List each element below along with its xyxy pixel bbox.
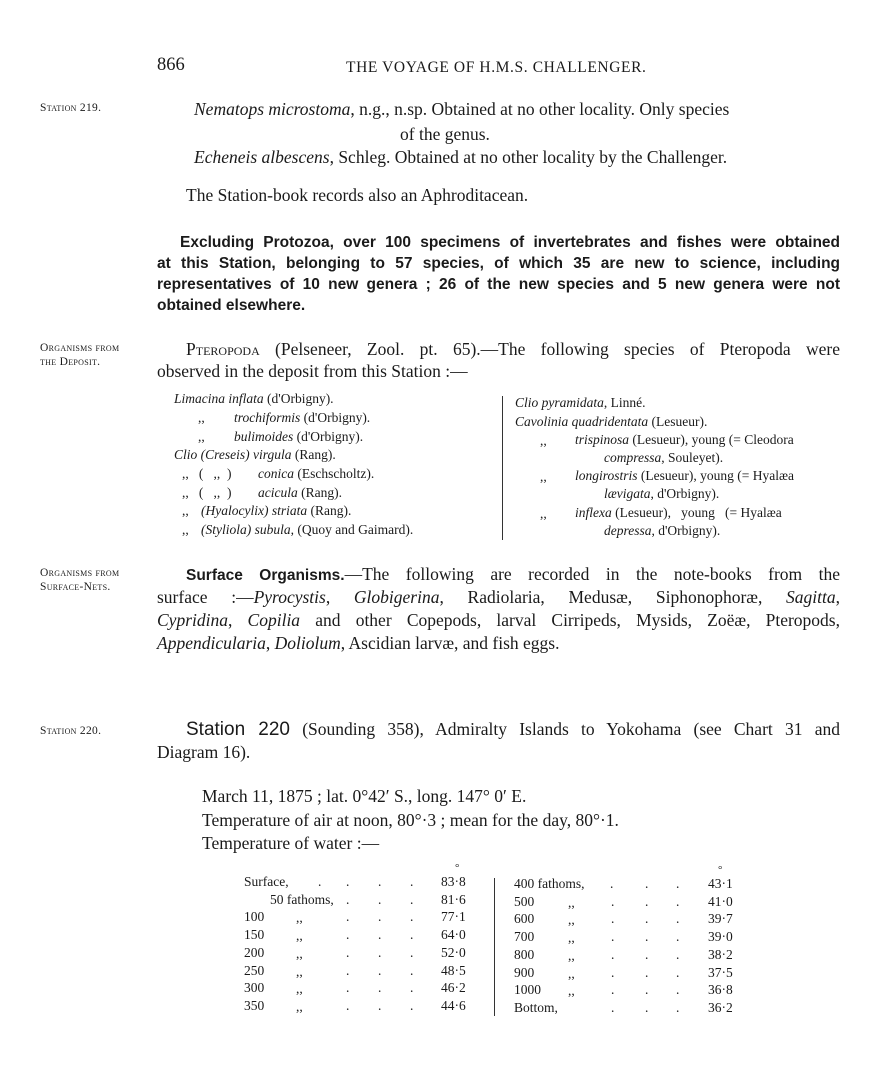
deposit-side-label-2: the Deposit. (40, 356, 101, 368)
summary-line-3: representatives of 10 new genera ; 26 of the new species and 5 new genera were not (157, 276, 840, 293)
species-list-right-3: trispinosa (Lesueur), young (= Cleodora (575, 432, 794, 447)
species-list-right-3-prefix: ,, (540, 433, 547, 448)
temp-value-left: 81·6 (441, 891, 466, 907)
air-temperature-line: Temperature of air at noon, 80°·3 ; mean for the day, 80°·1. (202, 810, 619, 830)
temp-ditto-left: ,, (296, 963, 303, 979)
species-list-left-5-prefix: ,, ( ,, ) (182, 466, 232, 481)
leader-dot: . (611, 911, 615, 927)
surface-side-label-2: Surface-Nets. (40, 581, 111, 593)
temp-value-right: 38·2 (708, 946, 733, 962)
leader-dot: . (346, 909, 350, 925)
temp-ditto-right: ,, (568, 983, 575, 999)
species-list-left-2: ,, (198, 410, 205, 425)
species-list-right-5: longirostris (Lesueur), young (= Hyalæa (575, 468, 794, 483)
temp-depth-right: Bottom, (514, 999, 558, 1015)
species-1-cont: of the genus. (400, 124, 490, 144)
species-list-left-1: Limacina inflata (d'Orbigny). (174, 391, 334, 406)
degree-mark-right: ° (718, 864, 723, 876)
species-list-right-7: inflexa (Lesueur), young (= Hyalæa (575, 505, 782, 520)
leader-dot: . (645, 946, 649, 962)
species-1-line (194, 99, 840, 120)
leader-dot: . (378, 909, 382, 925)
temp-depth-right: 600 (514, 911, 535, 927)
species-list-left-7: (Hyalocylix) striata (Rang). (201, 503, 352, 518)
temp-ditto-right: ,, (568, 912, 575, 928)
leader-dot: . (676, 999, 680, 1015)
leader-dot: . (676, 929, 680, 945)
running-title: THE VOYAGE OF H.M.S. CHALLENGER. (346, 59, 647, 76)
species-list-left-3-name: bulimoides (d'Orbigny). (234, 429, 364, 444)
surface-heading: Surface Organisms. (186, 567, 345, 584)
leader-dot: . (410, 980, 414, 996)
leader-dot: . (410, 927, 414, 943)
leader-dot: . (645, 876, 649, 891)
station-220-title: Station 220 (186, 719, 290, 740)
leader-dot: . (378, 980, 382, 996)
leader-dot: . (378, 962, 382, 978)
leader-dot: . (378, 874, 382, 889)
species-list-right-2: Cavolinia quadridentata (Lesueur). (515, 414, 708, 429)
water-temperature-heading: Temperature of water :— (202, 833, 380, 853)
page-number: 866 (157, 55, 185, 75)
leader-dot: . (645, 982, 649, 998)
leader-dot: . (346, 997, 350, 1013)
leader-dot: . (378, 891, 382, 907)
surface-line-2: surface :—Pyrocystis, Globigerina, Radiolaria, Medusæ, Siphonophoræ, Sagitta, (157, 587, 841, 607)
leader-dot: . (346, 962, 350, 978)
surface-line-1: Surface Organisms.—The following are recorded in the note-books from the (186, 564, 841, 584)
temp-depth-right: 500 (514, 893, 535, 909)
leader-dot: . (611, 964, 615, 980)
species-list-left-8: (Styliola) subula, (Quoy and Gaimard). (201, 522, 414, 537)
station-book-note: The Station-book records also an Aphroditacean. (186, 185, 529, 205)
temp-depth-right: 700 (514, 929, 535, 945)
leader-dot: . (410, 962, 414, 978)
temp-value-left: 48·5 (441, 962, 466, 978)
temp-ditto-left: ,, (296, 910, 303, 926)
summary-line-2: at this Station, belonging to 57 species, of which 35 are new to science, including (157, 255, 840, 272)
temp-ditto-right: ,, (568, 894, 575, 910)
temp-value-right: 36·8 (708, 982, 733, 998)
species-2-name: Echeneis albescens (194, 147, 330, 167)
temp-ditto-left: ,, (296, 981, 303, 997)
species-list-left-8-prefix: ,, (182, 522, 189, 537)
temp-depth-left: 100 (244, 909, 265, 925)
leader-dot: . (410, 944, 414, 960)
leader-dot: . (645, 911, 649, 927)
leader-dot: . (676, 876, 680, 891)
leader-dot: . (346, 944, 350, 960)
surface-line-3: Cypridina, Copilia and other Copepods, larval Cirripeds, Mysids, Zoëæ, Pteropods, (157, 610, 840, 630)
station-220-title-line: Station 220 (Sounding 358), Admiralty Islands to Yokohama (see Chart 31 and (186, 719, 840, 740)
leader-dot: . (410, 997, 414, 1013)
temp-value-right: 43·1 (708, 876, 733, 891)
temp-depth-right: 1000 (514, 982, 541, 998)
leader-dot: . (378, 944, 382, 960)
leader-dot: . (318, 874, 322, 889)
leader-dot: . (611, 929, 615, 945)
species-list-right-1: Clio pyramidata, Linné. (515, 395, 646, 410)
leader-dot: . (346, 874, 350, 889)
deposit-heading-line-1 (186, 339, 840, 360)
temp-ditto-right: ,, (568, 930, 575, 946)
leader-dot: . (645, 999, 649, 1015)
temp-depth-left: 350 (244, 997, 265, 1013)
species-2-line (194, 147, 727, 168)
temp-depth-left: 250 (244, 962, 265, 978)
temp-ditto-left: ,, (296, 998, 303, 1014)
temp-value-left: 83·8 (441, 874, 466, 889)
surface-side-label-1: Organisms from (40, 567, 120, 579)
species-list-right-8: depressa, d'Orbigny). (604, 523, 721, 538)
station-220-title-line-2: Diagram 16). (157, 742, 251, 762)
temp-value-right: 41·0 (708, 893, 733, 909)
temp-depth-left: 150 (244, 927, 265, 943)
leader-dot: . (676, 964, 680, 980)
temp-ditto-left: ,, (296, 928, 303, 944)
leader-dot: . (410, 891, 414, 907)
species-list-left-2-name: trochiformis (d'Orbigny). (234, 410, 371, 425)
species-2-rest: , Schleg. Obtained at no other locality by the Challenger. (329, 147, 728, 167)
temp-value-right: 36·2 (708, 999, 733, 1015)
temp-ditto-right: ,, (568, 947, 575, 963)
leader-dot: . (645, 893, 649, 909)
temp-value-left: 77·1 (441, 909, 466, 925)
species-list-left-3: ,, (198, 429, 205, 444)
table-divider (494, 878, 495, 1016)
temp-depth-right: 900 (514, 964, 535, 980)
leader-dot: . (676, 911, 680, 927)
species-list-left-4: Clio (Creseis) virgula (Rang). (174, 447, 336, 462)
species-list-left-7-prefix: ,, (182, 503, 189, 518)
summary-line-1: Excluding Protozoa, over 100 specimens of invertebrates and fishes were obtained (180, 234, 840, 251)
leader-dot: . (611, 982, 615, 998)
degree-mark-left: ° (455, 862, 460, 874)
temp-ditto-right: ,, (568, 965, 575, 981)
species-list-right-7-prefix: ,, (540, 506, 547, 521)
leader-dot: . (611, 893, 615, 909)
species-list-left-6: acicula (Rang). (258, 485, 342, 500)
leader-dot: . (610, 876, 614, 891)
leader-dot: . (645, 929, 649, 945)
deposit-heading-rest: (Pelseneer, Zool. pt. 65).—The following species of Pteropoda were (259, 339, 840, 359)
leader-dot: . (378, 997, 382, 1013)
species-list-right-6: lævigata, d'Orbigny). (604, 486, 720, 501)
leader-dot: . (611, 946, 615, 962)
leader-dot: . (645, 964, 649, 980)
leader-dot: . (676, 893, 680, 909)
column-divider (502, 396, 503, 540)
station-219-side-label: Station 219. (40, 102, 102, 114)
leader-dot: . (410, 874, 414, 889)
species-list-left-6-prefix: ,, ( ,, ) (182, 485, 232, 500)
temp-depth-right: 400 fathoms, (514, 876, 585, 891)
temp-value-right: 39·0 (708, 929, 733, 945)
station-220-side-label: Station 220. (40, 725, 102, 737)
date-position-line: March 11, 1875 ; lat. 0°42′ S., long. 147° 0′ E. (202, 786, 527, 806)
leader-dot: . (410, 909, 414, 925)
temp-value-left: 44·6 (441, 997, 466, 1013)
pteropoda-heading: Pteropoda (186, 339, 260, 359)
temp-ditto-left: ,, (296, 945, 303, 961)
temp-value-left: 46·2 (441, 980, 466, 996)
temp-depth-right: 800 (514, 946, 535, 962)
temp-value-right: 39·7 (708, 911, 733, 927)
species-1-name: Nematops microstoma (194, 99, 351, 119)
species-list-right-5-prefix: ,, (540, 469, 547, 484)
temp-depth-left: 50 fathoms, (270, 891, 334, 907)
temp-depth-left: 200 (244, 944, 265, 960)
leader-dot: . (676, 946, 680, 962)
temp-depth-left: Surface, (244, 874, 289, 889)
temp-value-right: 37·5 (708, 964, 733, 980)
leader-dot: . (346, 980, 350, 996)
summary-line-4: obtained elsewhere. (157, 297, 306, 314)
leader-dot: . (346, 927, 350, 943)
temp-value-left: 52·0 (441, 944, 466, 960)
species-1-rest: , n.g., n.sp. Obtained at no other locality. Only species (350, 99, 730, 119)
leader-dot: . (346, 891, 350, 907)
temp-depth-left: 300 (244, 980, 265, 996)
leader-dot: . (378, 927, 382, 943)
surface-line-4: Appendicularia, Doliolum, Ascidian larvæ, and fish eggs. (157, 633, 560, 653)
deposit-side-label-1: Organisms from (40, 342, 120, 354)
temp-value-left: 64·0 (441, 927, 466, 943)
deposit-heading-line-2: observed in the deposit from this Station :— (157, 361, 468, 381)
leader-dot: . (611, 999, 615, 1015)
species-list-right-4: compressa, Souleyet). (604, 450, 724, 465)
species-list-left-5: conica (Eschscholtz). (258, 466, 375, 481)
leader-dot: . (676, 982, 680, 998)
